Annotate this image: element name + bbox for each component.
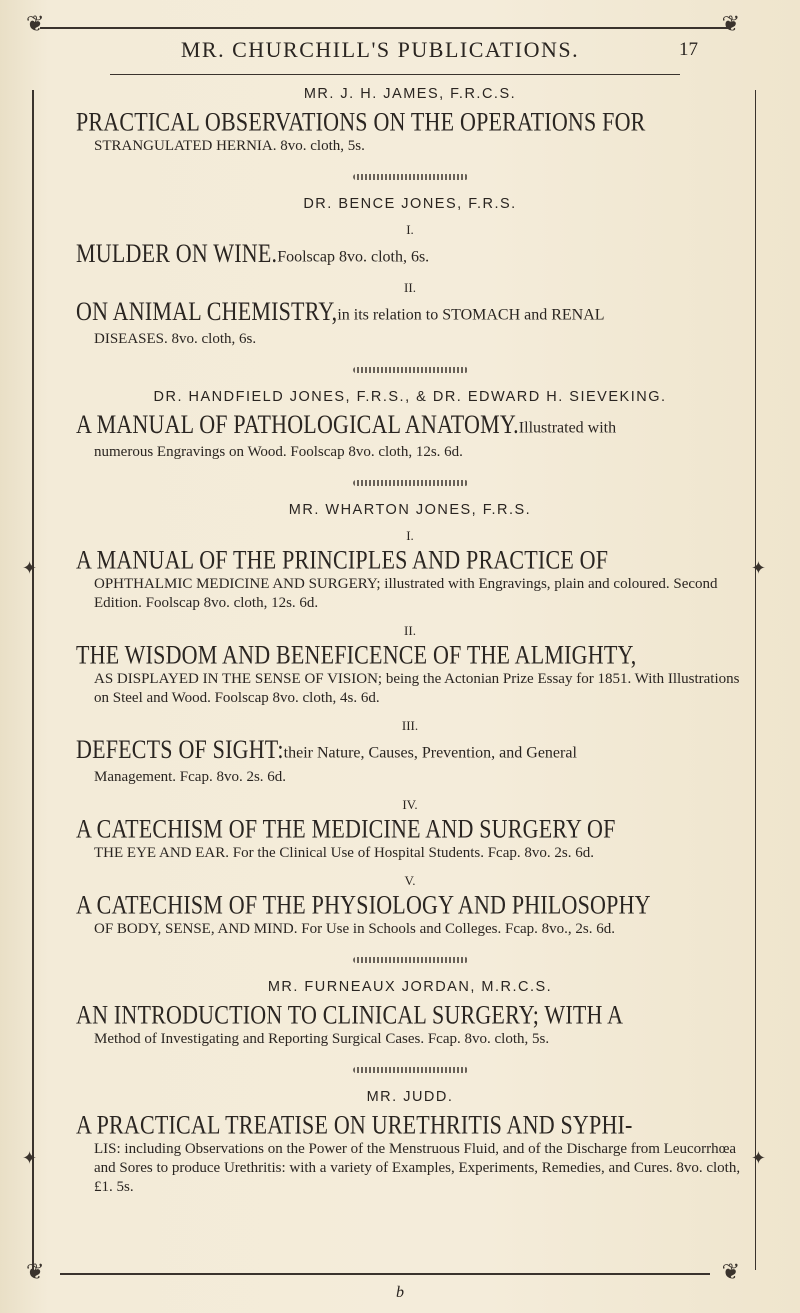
section-divider bbox=[353, 174, 468, 180]
author-heading: MR. WHARTON JONES, F.R.S. bbox=[288, 502, 532, 518]
entry-number: III. bbox=[401, 718, 419, 733]
entry-title-text: A MANUAL OF PATHOLOGICAL ANATOMY. bbox=[76, 409, 519, 439]
entry-title bbox=[76, 889, 744, 921]
author-heading: DR. HANDFIELD JONES, F.R.S., & DR. EDWARD H. SIEVEKING. bbox=[153, 389, 667, 405]
entry-description: OF BODY, SENSE, AND MIND. For Use in Schools and Colleges. Fcap. 8vo., 2s. 6d. bbox=[94, 921, 615, 937]
entry-title bbox=[76, 999, 744, 1031]
page-header bbox=[0, 37, 800, 67]
entry-title-text: THE WISDOM AND BENEFICENCE OF THE ALMIGHTY, bbox=[76, 639, 637, 670]
page-number: 17 bbox=[679, 39, 698, 60]
entry-number: I. bbox=[406, 222, 414, 237]
entry-title bbox=[76, 813, 744, 845]
entry-title-text: ON ANIMAL CHEMISTRY, bbox=[76, 296, 338, 326]
header-rule bbox=[110, 74, 680, 75]
section-divider bbox=[353, 367, 468, 373]
entry-title-text: PRACTICAL OBSERVATIONS ON THE OPERATIONS FOR bbox=[76, 106, 646, 137]
entry-title-text: A PRACTICAL TREATISE ON URETHRITIS AND SYPHI- bbox=[76, 1109, 633, 1140]
entry-description: Management. Fcap. 8vo. 2s. 6d. bbox=[94, 769, 287, 785]
entry-title bbox=[76, 408, 744, 443]
entry-description: DISEASES. 8vo. cloth, 6s. bbox=[94, 331, 257, 347]
author-heading: MR. FURNEAUX JORDAN, M.R.C.S. bbox=[267, 979, 553, 995]
side-ornament-icon: ✦ bbox=[750, 1148, 766, 1169]
side-ornament-icon: ✦ bbox=[22, 1148, 38, 1169]
side-ornament-icon: ✦ bbox=[750, 558, 766, 579]
corner-ornament-icon: ❦ bbox=[721, 12, 740, 37]
side-ornament-icon: ✦ bbox=[22, 558, 38, 579]
entry-title bbox=[76, 237, 744, 272]
top-border-rule bbox=[40, 27, 730, 29]
entry-title bbox=[76, 1109, 744, 1141]
bottom-border-rule bbox=[60, 1273, 710, 1275]
entry-title-text: MULDER ON WINE. bbox=[76, 238, 278, 268]
entry-title-continuation: Foolscap 8vo. cloth, 6s. bbox=[277, 248, 430, 266]
entry-title-continuation: in its relation to STOMACH and RENAL bbox=[337, 306, 605, 324]
entry-title-text: AN INTRODUCTION TO CLINICAL SURGERY; WITH A bbox=[76, 999, 624, 1030]
entry-title-text: DEFECTS OF SIGHT: bbox=[76, 734, 284, 764]
section-divider bbox=[353, 957, 468, 963]
entry-title-text: A CATECHISM OF THE PHYSIOLOGY AND PHILOSOPHY bbox=[76, 889, 651, 920]
entry-title-continuation: their Nature, Causes, Prevention, and General bbox=[283, 744, 577, 762]
section-divider bbox=[353, 1067, 468, 1073]
signature-mark: b bbox=[396, 1284, 404, 1301]
section-divider bbox=[353, 480, 468, 486]
entry-description: AS DISPLAYED IN THE SENSE OF VISION; being the Actonian Prize Essay for 1851. With Illustrations on Steel and Wood. Foolscap 8vo. cloth, 4s. 6d. bbox=[94, 671, 740, 706]
running-title: MR. CHURCHILL'S PUBLICATIONS. bbox=[180, 37, 580, 62]
entry-description: STRANGULATED HERNIA. 8vo. cloth, 5s. bbox=[94, 138, 365, 154]
entry-title bbox=[76, 733, 744, 768]
entry-description: Method of Investigating and Reporting Surgical Cases. Fcap. 8vo. cloth, 5s. bbox=[94, 1031, 550, 1047]
entry-description: THE EYE AND EAR. For the Clinical Use of Hospital Students. Fcap. 8vo. 2s. 6d. bbox=[94, 845, 594, 861]
entry-title-text: A MANUAL OF THE PRINCIPLES AND PRACTICE OF bbox=[76, 544, 609, 575]
corner-ornament-icon: ❦ bbox=[721, 1260, 740, 1285]
catalogue-content bbox=[76, 86, 744, 1197]
right-border-rule bbox=[755, 90, 757, 1270]
entry-title-text: A CATECHISM OF THE MEDICINE AND SURGERY OF bbox=[76, 813, 616, 844]
author-heading: MR. J. H. JAMES, F.R.C.S. bbox=[303, 86, 517, 102]
entry-number: IV. bbox=[402, 797, 418, 812]
left-border-rule bbox=[32, 90, 34, 1270]
entry-number: I. bbox=[406, 528, 414, 543]
author-heading: MR. JUDD. bbox=[366, 1089, 454, 1105]
entry-number: II. bbox=[404, 280, 416, 295]
entry-title bbox=[76, 295, 744, 330]
entry-description: LIS: including Observations on the Power of the Menstruous Fluid, and of the Discharge from Leucorrhœa and Sores to produce Urethritis: with a variety of Examples, Experiments, Remedies, and Cures. 8vo. cloth, £1. 5s. bbox=[94, 1141, 741, 1195]
corner-ornament-icon: ❦ bbox=[26, 1260, 45, 1285]
entry-number: V. bbox=[404, 873, 416, 888]
entry-number: II. bbox=[404, 623, 416, 638]
entry-title bbox=[76, 106, 744, 138]
entry-description: numerous Engravings on Wood. Foolscap 8vo. cloth, 12s. 6d. bbox=[94, 444, 463, 460]
entry-title bbox=[76, 639, 744, 671]
entry-title bbox=[76, 544, 744, 576]
author-heading: DR. BENCE JONES, F.R.S. bbox=[303, 196, 517, 212]
entry-title-continuation: Illustrated with bbox=[518, 419, 617, 437]
corner-ornament-icon: ❦ bbox=[26, 12, 45, 37]
entry-description: OPHTHALMIC MEDICINE AND SURGERY; illustrated with Engravings, plain and coloured. Second Edition. Foolscap 8vo. cloth, 12s. 6d. bbox=[94, 576, 718, 611]
